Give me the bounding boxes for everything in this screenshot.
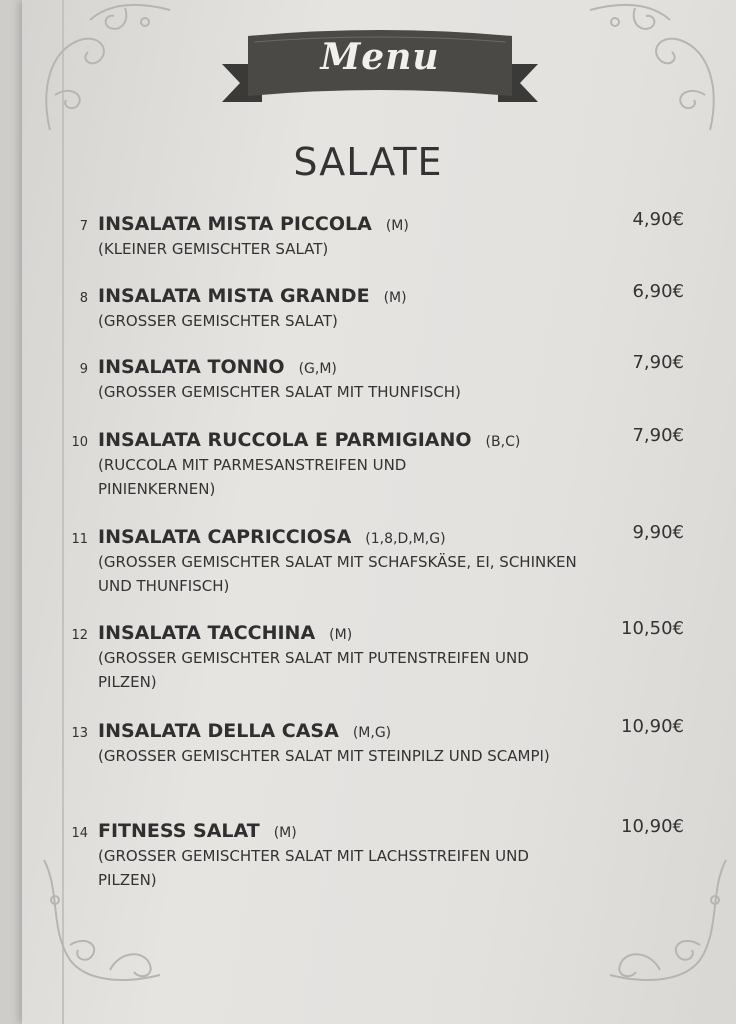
- item-number: 13: [71, 726, 88, 741]
- item-name: INSALATA MISTA PICCOLA (M): [98, 213, 409, 235]
- item-number: 8: [79, 291, 88, 306]
- item-name: INSALATA TONNO (G,M): [98, 356, 337, 378]
- ornament-top-left-icon: [30, 0, 180, 135]
- item-number: 10: [71, 435, 88, 450]
- item-allergens: (1,8,D,M,G): [365, 531, 446, 547]
- item-allergens: (M): [273, 825, 297, 841]
- item-description: (KLEINER GEMISCHTER SALAT): [98, 240, 329, 258]
- item-name: INSALATA CAPRICCIOSA (1,8,D,M,G): [98, 526, 446, 548]
- item-description: (GROSSER GEMISCHTER SALAT): [98, 312, 338, 330]
- item-price: 10,90€: [621, 816, 684, 837]
- item-price: 10,90€: [621, 716, 684, 737]
- section-title: SALATE: [293, 140, 443, 184]
- item-name: INSALATA RUCCOLA E PARMIGIANO (B,C): [98, 429, 521, 451]
- item-description: (GROSSER GEMISCHTER SALAT MIT THUNFISCH): [98, 383, 461, 401]
- ornament-top-right-icon: [580, 0, 730, 135]
- item-number: 7: [79, 219, 88, 234]
- item-price: 7,90€: [632, 352, 684, 373]
- item-allergens: (M): [329, 627, 353, 643]
- item-allergens: (M): [383, 290, 407, 306]
- ornament-bottom-right-icon: [580, 850, 736, 1000]
- item-number: 12: [71, 628, 88, 643]
- item-name: FITNESS SALAT (M): [98, 820, 297, 842]
- item-description: (GROSSER GEMISCHTER SALAT MIT SCHAFSKÄSE, EI, SCHINKEN UND THUNFISCH): [98, 553, 577, 595]
- item-price: 10,50€: [621, 618, 684, 639]
- item-price: 4,90€: [632, 209, 684, 230]
- item-allergens: (G,M): [298, 361, 337, 377]
- item-allergens: (B,C): [485, 434, 521, 450]
- item-name: INSALATA TACCHINA (M): [98, 622, 353, 644]
- menu-banner-title: Menu: [320, 36, 440, 78]
- item-price: 7,90€: [632, 425, 684, 446]
- item-number: 11: [71, 532, 88, 547]
- item-description: (GROSSER GEMISCHTER SALAT MIT PUTENSTREIFEN UND PILZEN): [98, 649, 529, 691]
- item-allergens: (M,G): [352, 725, 392, 741]
- item-price: 6,90€: [632, 281, 684, 302]
- item-name: INSALATA DELLA CASA (M,G): [98, 720, 392, 742]
- item-description: (GROSSER GEMISCHTER SALAT MIT LACHSSTREIFEN UND PILZEN): [98, 847, 529, 889]
- item-price: 9,90€: [632, 522, 684, 543]
- item-number: 9: [79, 362, 88, 377]
- item-description: (GROSSER GEMISCHTER SALAT MIT STEINPILZ UND SCAMPI): [98, 747, 550, 765]
- item-description: (RUCCOLA MIT PARMESANSTREIFEN UND PINIENKERNEN): [98, 456, 407, 498]
- item-name: INSALATA MISTA GRANDE (M): [98, 285, 407, 307]
- item-allergens: (M): [385, 218, 409, 234]
- item-number: 14: [71, 826, 88, 841]
